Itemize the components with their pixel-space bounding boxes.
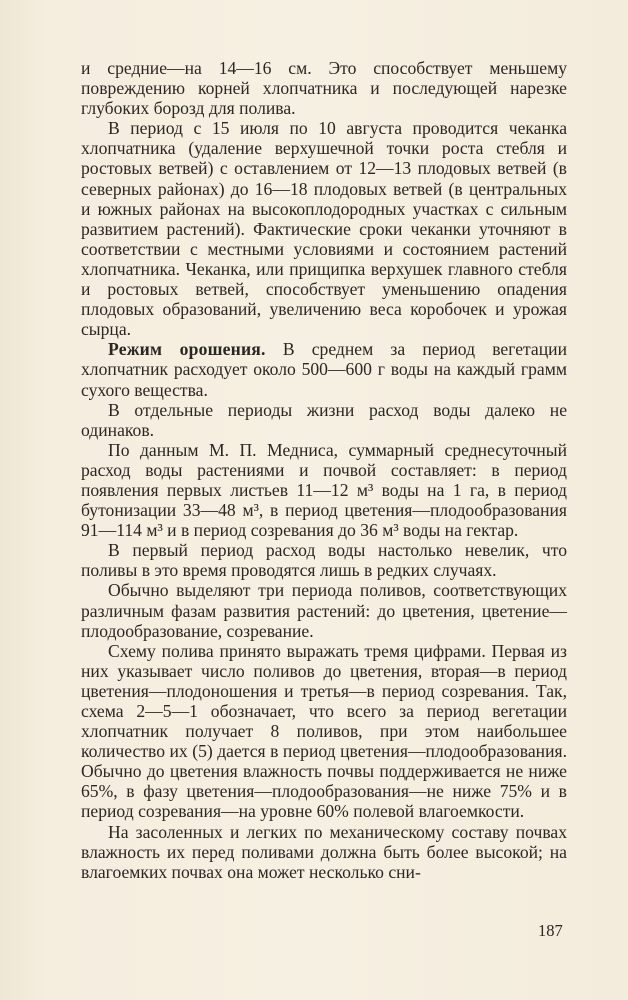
paragraph-first-period: В первый период расход воды настолько невелик, что поливы в это время проводятся лишь в редких случаях. [81,540,567,581]
paragraph-chekanka: В период с 15 июля по 10 августа проводится чеканка хлопчатника (удаление верхушечной точки роста стебля и ростовых ветвей) с оставлением от 12—13 плодовых ветвей (в северных районах) до 16—18 плодовых ветвей (в центральных и южных районах на высокоплодородных участках с сильным развитием растений). Фактические сроки чеканки уточняют в соответствии с местными условиями и состоянием растений хлопчатника. Чеканка, или прищипка верхушек главного стебля и ростовых ветвей, способствует уменьшению опадения плодовых образований, увеличению веса коробочек и урожая сырца. [81,118,567,340]
paragraph-mednis-data: По данным М. П. Медниса, суммарный среднесуточный расход воды растениями и почвой составляет: в период появления первых листьев 11—12 м³ воды на 1 га, в период бутонизации 33—48 м³, в период цветения—плодообразования 91—114 м³ и в период созревания до 36 м³ воды на гектар. [81,439,567,541]
paragraph-water-periods: В отдельные периоды жизни расход воды далеко не одинаков. [81,399,567,440]
paragraph-saline-soils: На засоленных и легких по механическому составу почвах влажность их перед поливами должна быть более высокой; на влагоемких почвах она может несколько сни- [81,821,567,882]
paragraph-irrigation-regime [81,339,567,399]
paragraph-irrigation-scheme: Схему полива принято выражать тремя цифрами. Первая из них указывает число поливов до цветения, вторая—в период цветения—плодоношения и третья—в период созревания. Так, схема 2—5—1 обозначает, что всего за период вегетации хлопчатник получает 8 поливов, при этом наибольшее количество их (5) дается в период цветения—плодообразования. Обычно до цветения влажность почвы поддерживается не ниже 65%, в фазу цветения—плодообразования—не ниже 75% и в период созревания—на уровне 60% полевой влагоемкости. [81,640,567,822]
body-text [81,58,567,882]
page-number: 187 [538,921,563,940]
paragraph-continuation: и средние—на 14—16 см. Это способствует меньшему повреждению корней хлопчатника и последующей нарезке глубоких борозд для полива. [81,58,567,119]
paragraph-irrigation-regime-text: В среднем за период вегетации хлопчатник расходует около 500—600 г воды на каждый грамм сухого вещества. [81,339,567,400]
section-run-in-heading: Режим орошения. [108,339,266,360]
paragraph-three-periods: Обычно выделяют три периода поливов, соответствующих различным фазам развития растений: до цветения, цветение—плодообразование, созревание. [81,580,567,641]
